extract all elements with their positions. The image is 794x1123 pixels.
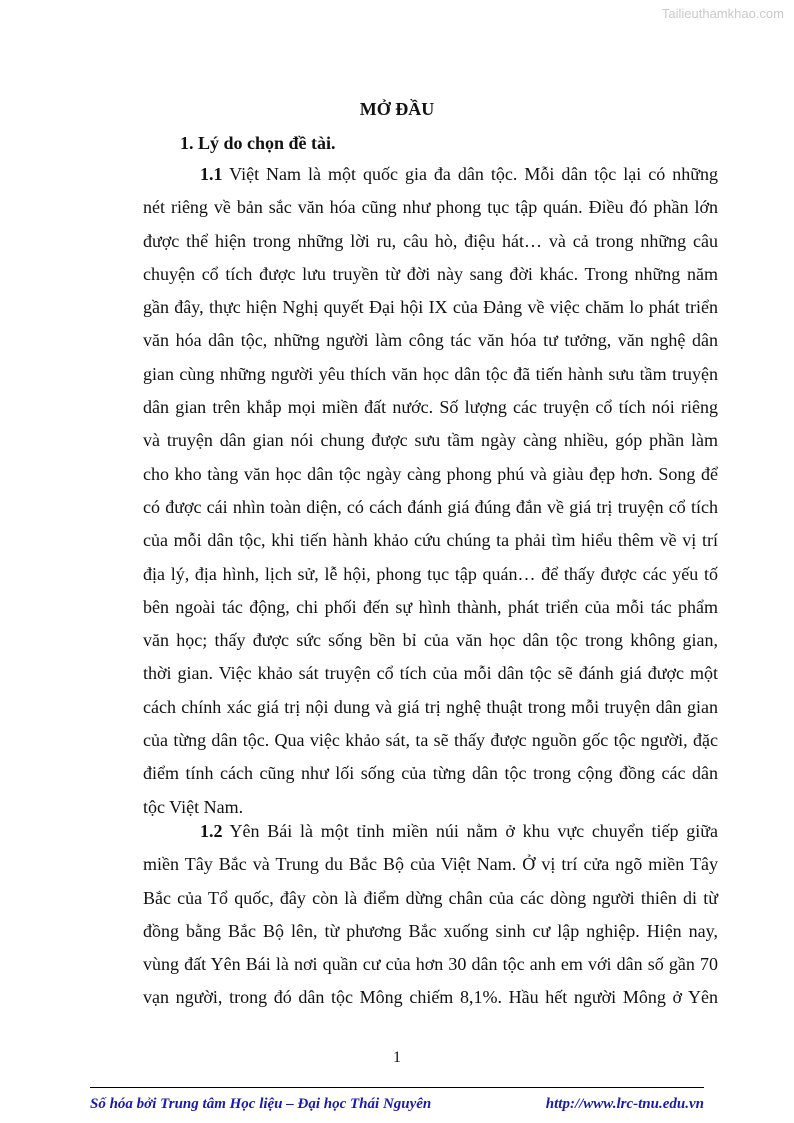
text-line: của mỗi dân tộc, khi tiến hành khảo cứu chúng ta phải tìm hiểu thêm về vị trí [143, 530, 718, 551]
text-span: Việt Nam là một quốc gia đa dân tộc. Mỗi dân tộc lại có những [222, 164, 718, 184]
footer-source: Số hóa bởi Trung tâm Học liệu – Đại học Thái Nguyên [90, 1096, 432, 1112]
text-line: chuyện cổ tích được lưu truyền từ đời này sang đời khác. Trong những năm [143, 263, 718, 284]
page-number: 1 [393, 1049, 401, 1066]
text-line: dân gian trên khắp mọi miền đất nước. Số lượng các truyện cổ tích nói riêng [143, 397, 718, 418]
text-span: Yên Bái là một tỉnh miền núi nằm ở khu vực chuyển tiếp giữa [222, 821, 718, 841]
text-line: điểm tính cách cũng như lối sống của từng dân tộc trong cộng đồng các dân [143, 763, 718, 784]
text-line: văn học; thấy được sức sống bền bỉ của văn học dân tộc trong không gian, [143, 630, 718, 651]
text-line: cho kho tàng văn học dân tộc ngày càng phong phú và giàu đẹp hơn. Song để [143, 463, 718, 484]
paragraph-1-1 [143, 158, 718, 824]
text-line: bên ngoài tác động, chi phối đến sự hình thành, phát triển của mỗi tác phẩm [143, 596, 718, 617]
text-line: địa lý, địa hình, lịch sử, lễ hội, phong tục tập quán… để thấy được các yếu tố [143, 563, 718, 584]
text-line: nét riêng về bản sắc văn hóa cũng như phong tục tập quán. Điều đó phần lớn [143, 197, 718, 218]
text-line: văn hóa dân tộc, những người làm công tác văn hóa tư tưởng, văn nghệ dân [143, 330, 718, 351]
text-line: tộc Việt Nam. [143, 796, 244, 817]
paragraph-number: 1.1 [200, 164, 223, 184]
footer-url[interactable]: http://www.lrc-tnu.edu.vn [545, 1096, 704, 1112]
text-line: thời gian. Việc khảo sát truyện cổ tích của mỗi dân tộc sẽ đánh giá được một [143, 663, 718, 684]
paragraph-1-2 [143, 815, 718, 1015]
text-line: đồng bằng Bắc Bộ lên, từ phương Bắc xuống sinh cư lập nghiệp. Hiện nay, [143, 920, 718, 941]
text-line: gian cùng những người yêu thích văn học dân tộc đã tiến hành sưu tầm truyện [143, 363, 718, 384]
text-line: vạn người, trong đó dân tộc Mông chiếm 8,1%. Hầu hết người Mông ở Yên [143, 987, 718, 1008]
footer-divider [90, 1087, 704, 1088]
text-line: được thể hiện trong những lời ru, câu hò, điệu hát… và cả trong những câu [143, 230, 718, 251]
section-heading: 1. Lý do chọn đề tài. [180, 133, 336, 153]
text-line [143, 815, 718, 848]
text-line [143, 158, 718, 191]
text-line: của từng dân tộc. Qua việc khảo sát, ta sẽ thấy được nguồn gốc tộc người, đặc [143, 730, 718, 751]
watermark: Tailieuthamkhao.com [661, 6, 784, 21]
text-line: cách chính xác giá trị nội dung và giá trị nghệ thuật trong mỗi truyện dân gian [143, 696, 718, 717]
text-line: gần đây, thực hiện Nghị quyết Đại hội IX của Đảng về việc chăm lo phát triển [143, 297, 718, 318]
page-title: MỞ ĐẦU [359, 99, 435, 119]
text-line: và truyện dân gian nói chung được sưu tầm ngày càng nhiều, góp phần làm [143, 430, 718, 451]
text-line: có được cái nhìn toàn diện, có cách đánh giá đúng đắn về giá trị truyện cổ tích [143, 496, 718, 517]
paragraph-number: 1.2 [200, 821, 223, 841]
text-line: miền Tây Bắc và Trung du Bắc Bộ của Việt Nam. Ở vị trí cửa ngõ miền Tây [143, 854, 718, 875]
text-line: Bắc của Tổ quốc, đây còn là điểm dừng chân của các dòng người thiên di từ [143, 887, 718, 908]
text-line: vùng đất Yên Bái là nơi quần cư của hơn 30 dân tộc anh em với dân số gần 70 [143, 954, 718, 975]
